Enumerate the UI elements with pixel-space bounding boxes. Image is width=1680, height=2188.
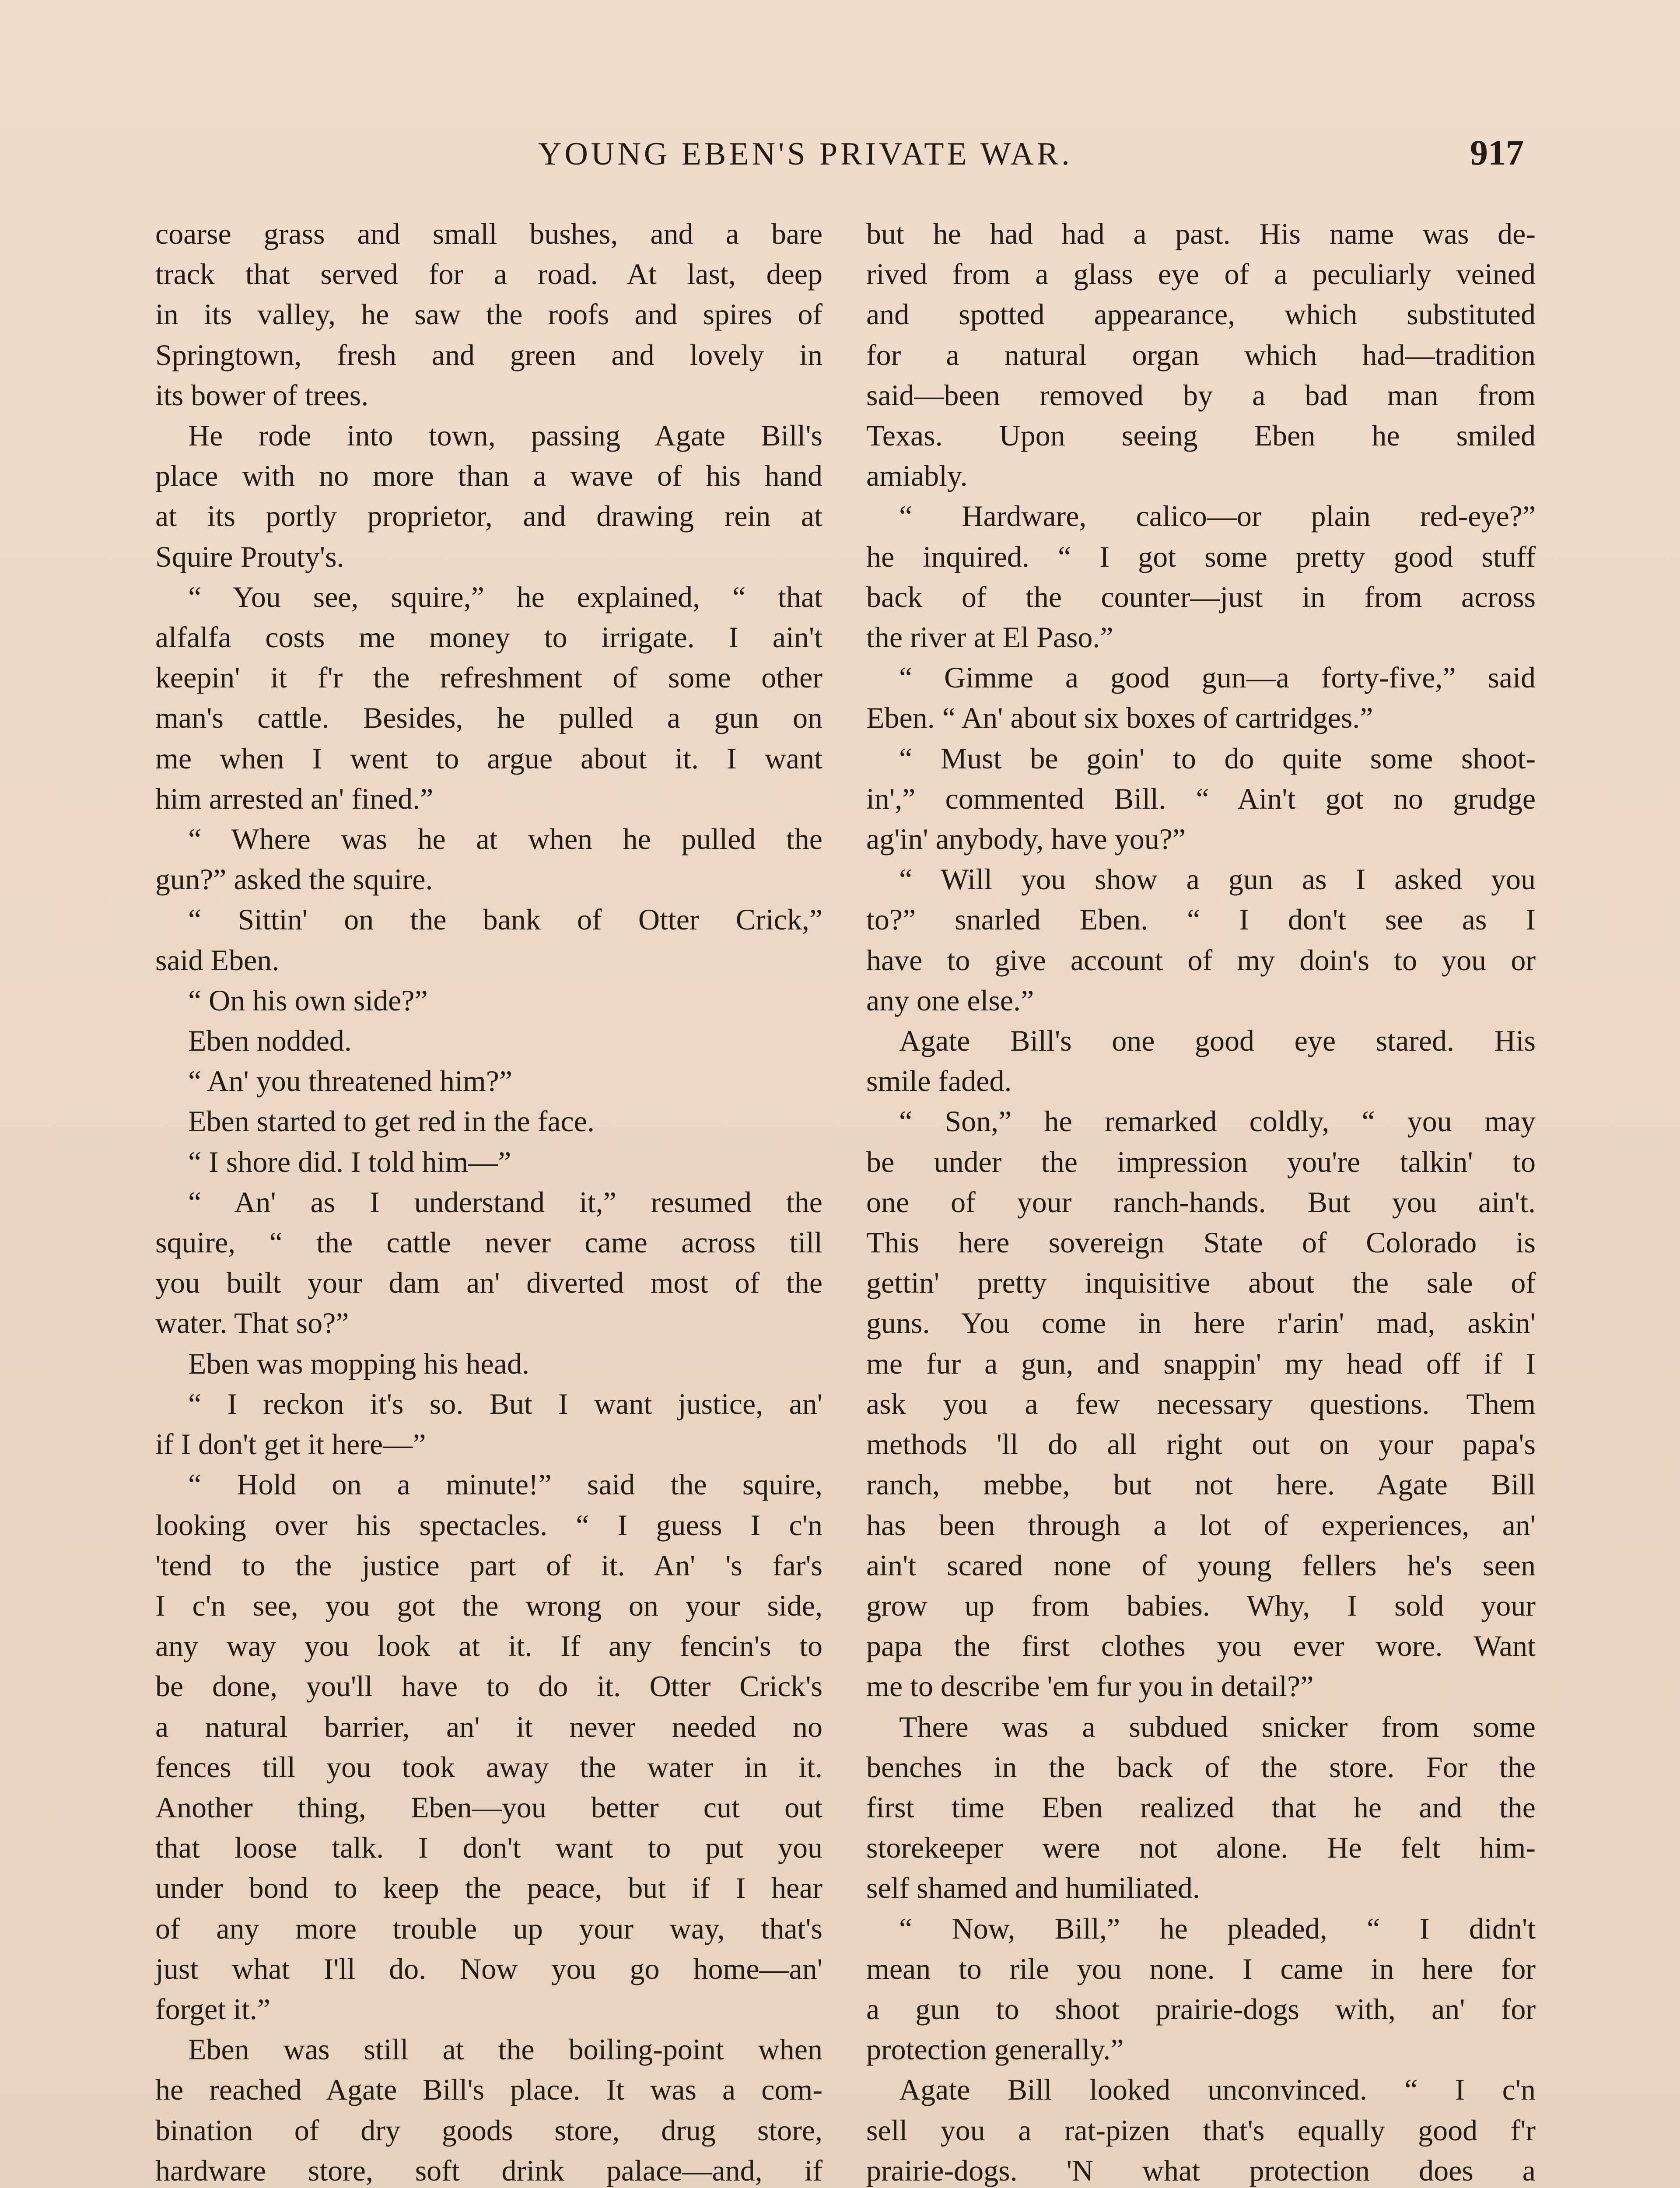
text-line: squire, “ the cattle never came across till xyxy=(155,1226,822,1259)
text-line: ain't scared none of young fellers he's seen xyxy=(866,1548,1536,1582)
text-line: amiably. xyxy=(866,459,968,493)
text-line: “ Will you show a gun as I asked you xyxy=(899,863,1536,896)
text-line: ag'in' anybody, have you?” xyxy=(866,822,1186,856)
text-line: have to give account of my doin's to you or xyxy=(866,943,1536,977)
text-line: hardware store, soft drink palace—and, if xyxy=(155,2153,822,2187)
text-line: be done, you'll have to do it. Otter Crick's xyxy=(155,1669,822,1703)
text-line: 'tend to the justice part of it. An' 's far's xyxy=(155,1548,822,1582)
text-line: but he had had a past. His name was de- xyxy=(866,217,1536,250)
text-line: of any more trouble up your way, that's xyxy=(155,1911,822,1945)
text-line: him arrested an' fined.” xyxy=(155,782,434,815)
text-line: in its valley, he saw the roofs and spires of xyxy=(155,298,822,331)
text-line: to?” snarled Eben. “ I don't see as I xyxy=(866,903,1536,936)
text-line: “ Must be goin' to do quite some shoot- xyxy=(899,741,1536,775)
text-line: bination of dry goods store, drug store, xyxy=(155,2113,822,2147)
text-line: Eben was mopping his head. xyxy=(188,1346,529,1380)
text-line: “ Hold on a minute!” said the squire, xyxy=(188,1468,822,1501)
text-line: said Eben. xyxy=(155,943,280,977)
text-line: a natural barrier, an' it never needed no xyxy=(155,1710,822,1743)
running-head xyxy=(0,133,1680,184)
right-text-column xyxy=(866,214,1536,2188)
text-line: “ Gimme a good gun—a forty-five,” said xyxy=(899,661,1536,694)
text-line: just what I'll do. Now you go home—an' xyxy=(155,1952,822,1985)
text-line: “ Where was he at when he pulled the xyxy=(188,822,822,856)
text-line: if I don't get it here—” xyxy=(155,1427,426,1461)
text-line: be under the impression you're talkin' to xyxy=(866,1145,1536,1178)
text-line: “ Now, Bill,” he pleaded, “ I didn't xyxy=(899,1911,1536,1945)
text-line: storekeeper were not alone. He felt him- xyxy=(866,1831,1536,1865)
text-line: gun?” asked the squire. xyxy=(155,863,433,896)
text-line: guns. You come in here r'arin' mad, askin' xyxy=(866,1306,1536,1340)
text-line: “ I shore did. I told him—” xyxy=(188,1145,511,1178)
text-line: for a natural organ which had—tradition xyxy=(866,338,1536,372)
text-line: methods 'll do all right out on your papa's xyxy=(866,1427,1536,1461)
text-line: back of the counter—just in from across xyxy=(866,580,1536,614)
text-line: Eben was still at the boiling-point when xyxy=(188,2033,822,2066)
text-line: Agate Bill looked unconvinced. “ I c'n xyxy=(899,2073,1536,2107)
text-line: “ Son,” he remarked coldly, “ you may xyxy=(899,1105,1536,1138)
text-line: Springtown, fresh and green and lovely in xyxy=(155,338,822,372)
text-line: at its portly proprietor, and drawing rein at xyxy=(155,499,822,533)
text-line: smile faded. xyxy=(866,1064,1012,1098)
text-line: alfalfa costs me money to irrigate. I ain't xyxy=(155,621,822,654)
text-line: track that served for a road. At last, deep xyxy=(155,257,822,291)
text-line: said—been removed by a bad man from xyxy=(866,378,1536,412)
text-line: Texas. Upon seeing Eben he smiled xyxy=(866,419,1536,452)
text-line: looking over his spectacles. “ I guess I c'n xyxy=(155,1508,822,1542)
text-line: “ Hardware, calico—or plain red-eye?” xyxy=(899,499,1536,533)
text-line: fences till you took away the water in it. xyxy=(155,1750,822,1784)
text-line: the river at El Paso.” xyxy=(866,621,1113,654)
text-line: has been through a lot of experiences, an' xyxy=(866,1508,1536,1542)
text-line: Eben nodded. xyxy=(188,1024,352,1058)
text-line: grow up from babies. Why, I sold your xyxy=(866,1588,1536,1622)
text-line: prairie-dogs. 'N what protection does a xyxy=(866,2153,1536,2187)
text-line: under bond to keep the peace, but if I hear xyxy=(155,1871,822,1905)
text-line: Another thing, Eben—you better cut out xyxy=(155,1790,822,1824)
page-number: 917 xyxy=(1470,133,1524,172)
text-line: sell you a rat-pizen that's equally good f'r xyxy=(866,2113,1536,2147)
text-line: any one else.” xyxy=(866,983,1034,1017)
text-line: in',” commented Bill. “ Ain't got no grudge xyxy=(866,782,1536,815)
text-line: “ An' as I understand it,” resumed the xyxy=(188,1185,822,1219)
text-line: “ I reckon it's so. But I want justice, an' xyxy=(188,1387,822,1420)
text-line: Eben. “ An' about six boxes of cartridges.” xyxy=(866,701,1373,735)
text-line: This here sovereign State of Colorado is xyxy=(866,1226,1536,1259)
text-line: There was a subdued snicker from some xyxy=(899,1710,1536,1743)
text-line: ask you a few necessary questions. Them xyxy=(866,1387,1536,1420)
text-line: “ An' you threatened him?” xyxy=(188,1064,513,1098)
text-line: “ On his own side?” xyxy=(188,983,428,1017)
text-line: I c'n see, you got the wrong on your side, xyxy=(155,1588,822,1622)
text-line: you built your dam an' diverted most of the xyxy=(155,1266,822,1300)
text-line: Agate Bill's one good eye stared. His xyxy=(899,1024,1536,1058)
text-line: Squire Prouty's. xyxy=(155,540,344,573)
text-line: he inquired. “ I got some pretty good stuff xyxy=(866,540,1536,573)
text-line: papa the first clothes you ever wore. Want xyxy=(866,1629,1536,1663)
text-line: any way you look at it. If any fencin's to xyxy=(155,1629,822,1663)
text-line: its bower of trees. xyxy=(155,378,369,412)
text-line: “ You see, squire,” he explained, “ that xyxy=(188,580,822,614)
text-line: me fur a gun, and snappin' my head off if I xyxy=(866,1346,1536,1380)
text-line: self shamed and humiliated. xyxy=(866,1871,1200,1905)
running-head-title: YOUNG EBEN'S PRIVATE WAR. xyxy=(538,136,1073,172)
left-text-column xyxy=(155,214,822,2188)
text-line: a gun to shoot prairie-dogs with, an' for xyxy=(866,1992,1536,2026)
text-line: ranch, mebbe, but not here. Agate Bill xyxy=(866,1468,1536,1501)
text-line: water. That so?” xyxy=(155,1306,349,1340)
text-line: he reached Agate Bill's place. It was a com- xyxy=(155,2073,822,2107)
text-line: benches in the back of the store. For the xyxy=(866,1750,1536,1784)
text-line: place with no more than a wave of his hand xyxy=(155,459,822,493)
text-line: man's cattle. Besides, he pulled a gun on xyxy=(155,701,822,735)
text-line: protection generally.” xyxy=(866,2033,1124,2066)
text-line: Eben started to get red in the face. xyxy=(188,1105,595,1138)
text-line: coarse grass and small bushes, and a bare xyxy=(155,217,822,250)
text-line: forget it.” xyxy=(155,1992,271,2026)
text-line: gettin' pretty inquisitive about the sale of xyxy=(866,1266,1536,1300)
text-line: mean to rile you none. I came in here for xyxy=(866,1952,1536,1985)
text-line: first time Eben realized that he and the xyxy=(866,1790,1536,1824)
text-line: rived from a glass eye of a peculiarly veined xyxy=(866,257,1536,291)
text-line: and spotted appearance, which substituted xyxy=(866,298,1536,331)
text-line: one of your ranch-hands. But you ain't. xyxy=(866,1185,1536,1219)
text-line: “ Sittin' on the bank of Otter Crick,” xyxy=(188,903,822,936)
text-line: keepin' it f'r the refreshment of some other xyxy=(155,661,822,694)
text-line: that loose talk. I don't want to put you xyxy=(155,1831,822,1865)
text-line: me when I went to argue about it. I want xyxy=(155,741,822,775)
text-line: He rode into town, passing Agate Bill's xyxy=(188,419,822,452)
text-line: me to describe 'em fur you in detail?” xyxy=(866,1669,1314,1703)
